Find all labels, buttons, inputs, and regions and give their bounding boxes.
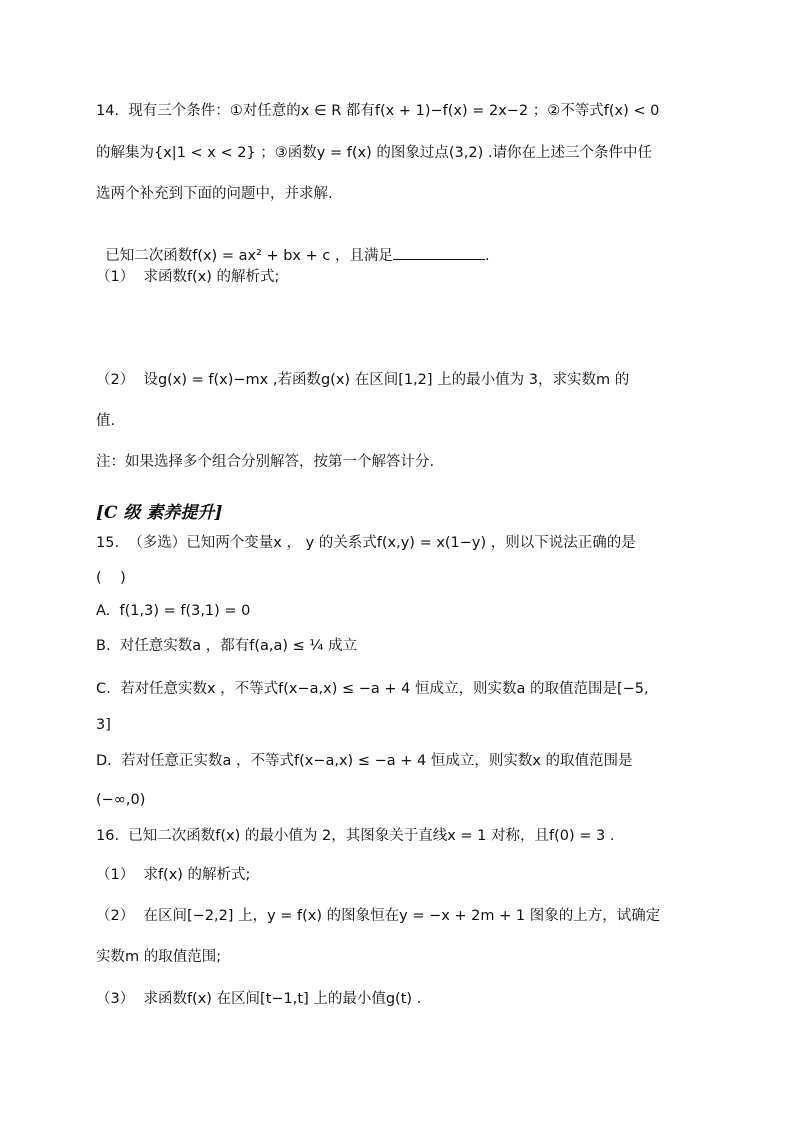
q14-line-1: 14. 现有三个条件：①对任意的x ∈ R 都有f(x + 1)−f(x) = 2x−2 ；②不等式f(x) < 0	[96, 103, 660, 119]
q14-part-2-line-2: 值.	[96, 413, 116, 429]
q14-given-end: .	[484, 248, 490, 264]
q15-option-d-line-2: (−∞,0)	[96, 792, 146, 808]
q14-given-text: 已知二次函数f(x) = ax² + bx + c ，且满足	[105, 248, 393, 264]
q16-part-2-line-2: 实数m 的取值范围;	[96, 949, 222, 965]
q15-line-1: 15. （多选）已知两个变量x ， y 的关系式f(x,y) = x(1−y) ，则以下说法正确的是	[96, 535, 636, 551]
q14-note: 注：如果选择多个组合分别解答，按第一个解答计分.	[96, 454, 435, 470]
section-heading: [C 级 素养提升]	[96, 503, 223, 523]
q15-line-2: ( )	[96, 570, 126, 586]
q16-part-3: （3） 求函数f(x) 在区间[t−1,t] 上的最小值g(t) .	[96, 991, 422, 1007]
q15-option-c-line-1: C. 若对任意实数x ，不等式f(x−a,x) ≤ −a + 4 恒成立，则实数a 的取值范围是[−5,	[96, 681, 649, 697]
q14-line-3: 选两个补充到下面的问题中，并求解.	[96, 186, 333, 202]
q15-option-a: A. f(1,3) = f(3,1) = 0	[96, 603, 251, 619]
q16-line-1: 16. 已知二次函数f(x) 的最小值为 2，其图象关于直线x = 1 对称，且f(0) = 3 .	[96, 828, 615, 844]
q16-part-1: （1） 求f(x) 的解析式;	[96, 867, 251, 883]
q16-part-2-line-1: （2） 在区间[−2,2] 上，y = f(x) 的图象恒在y = −x + 2m + 1 图象的上方，试确定	[96, 908, 661, 924]
q15-option-d-line-1: D. 若对任意正实数a ，不等式f(x−a,x) ≤ −a + 4 恒成立，则实数x 的取值范围是	[96, 753, 633, 769]
q15-option-b: B. 对任意实数a ，都有f(a,a) ≤ ¼ 成立	[96, 638, 358, 654]
q14-line-2: 的解集为{x|1 < x < 2} ；③函数y = f(x) 的图象过点(3,2) .请你在上述三个条件中任	[96, 145, 652, 161]
answer-blank	[393, 245, 485, 260]
q14-part-2-line-1: （2） 设g(x) = f(x)−mx ,若函数g(x) 在区间[1,2] 上的最小值为 3，求实数m 的	[96, 372, 630, 388]
q15-option-c-line-2: 3]	[96, 717, 111, 733]
q14-part-1: （1） 求函数f(x) 的解析式;	[96, 269, 280, 285]
q14-line-4	[96, 225, 490, 266]
